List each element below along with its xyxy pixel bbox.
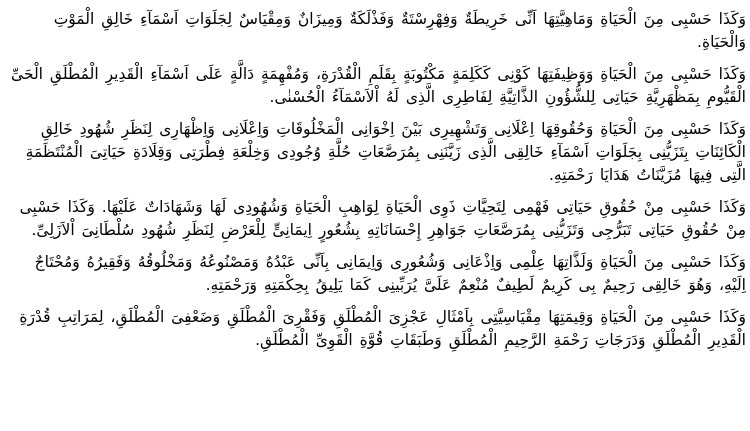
arabic-paragraph-5: وَكَذَا حَسْبِى مِنَ الْحَيَاةِ وَلَذَّاتِهَا عِلْمِى وَاِذْعَانِى وَشُعُورِى وَاِيمَانِى بِاَنِّى عَبْدُهُ وَمَصْنُوعُهُ وَمَخْلُوقُهُ وَفَقِيرُهُ وَمُحْتَاجٌ اِلَيْهِ، وَهُوَ خَالِقِى رَحِيمٌ بِى كَرِيمٌ لَطِيفٌ مُنْعِمٌ عَلَىَّ يُرَبِّينِى كَمَا يَلِيقُ بِحِكْمَتِهِ وَرَحْمَتِهِ. — [34, 253, 746, 294]
arabic-paragraph-1: وَكَذَا حَسْبِى مِنَ الْحَيَاةِ وَمَاهِيَّتِهَا اَنِّى خَرِيطَةٌ وَفِهْرِسْتَةٌ وَفَذْلَكَةٌ وَمِيزَانٌ وَمِقْيَاسٌ لِجَلَوَاتِ اَسْمَآءِ خَالِقِ الْمَوْتِ وَالْحَيَاةِ. — [53, 10, 746, 51]
arabic-paragraph-4: وَكَذَا حَسْبِى مِنْ حُقُوقِ حَيَاتِى فَهْمِى لِتَحِيَّاتِ ذَوِى الْحَيَاةِ لِوَاهِبِ الْحَيَاةِ وَشُهُودِى لَهَا وَشَهَادَاتٌ عَلَيْهَا. وَكَذَا حَسْبِى مِنْ حُقُوقِ حَيَاتِى تَبَرُّجِى وَتَزَيُّنِى بِمُرَصَّعَاتِ جَوَاهِرِ إِحْسَانَاتِهِ بِشُعُورٍ اِيمَانِىٍّ لِلْعَرْضِ لِنَظَرِ شُهُودِ سُلْطَانِىَ اْلاَزَلِىِّ. — [19, 198, 746, 239]
arabic-paragraph-2: وَكَذَا حَسْبِى مِنَ الْحَيَاةِ وَوَظِيفَتِهَا كَوْنِى كَكَلِمَةٍ مَكْتُوبَةٍ بِقَلَمِ الْقُدْرَةِ، وَمُفْهِمَةٍ دَالَّةٍ عَلَى اَسْمَآءِ الْقَدِيرِ الْمُطْلَقِ الْحَىِّ الْقَيُّومِ بِمَظْهَرِيَّةِ حَيَاتِى لِلشُّؤُونِ الذَّاتِيَّةِ لِفَاطِرِى الَّذِى لَهُ اْلاَسْمَآءُ الْحُسْنٰى. — [11, 65, 746, 106]
arabic-paragraph-6: وَكَذَا حَسْبِى مِنَ الْحَيَاةِ وَقِيمَتِهَا مِقْيَاسِيَّتِى بِاَمْثَالِ عَجْزِىَ الْمُطْلَقِ وَفَقْرِىَ الْمُطْلَقِ وَضَعْفِىَ الْمُطْلَقِ، لِمَرَاتِبِ قُدْرَةِ الْقَدِيرِ الْمُطْلَقِ وَدَرَجَاتِ رَحْمَةِ الرَّحِيمِ الْمُطْلَقِ وَطَبَقَاتِ قُوَّةِ الْقَوِىِّ الْمُطْلَقِ. — [19, 308, 746, 349]
arabic-paragraph-3: وَكَذَا حَسْبِى مِنَ الْحَيَاةِ وَحُقُوقِهَا اِعْلَانِى وَتَشْهِيرِى بَيْنَ اِخْوَانِى الْمَخْلُوقَاتِ وَاِعْلَانِى وَاِظْهَارِى لِنَظَرِ شُهُودِ خَالِقِ الْكَائِنَاتِ بِتَزَيُّنِى بِجَلَوَاتِ اَسْمَآءِ خَالِقِى الَّذِى زَيَّنَنِى بِمُرَصَّعَاتِ حُلَّةِ وُجُودِى وَخِلْعَةِ فِطْرَتِى وَقِلَادَةِ حَيَاتِىَ الْمُنْتَظَمَةِ الَّتِى فِيهَا مُزَيَّنَاتُ هَدَايَا رَحْمَتِهِ. — [25, 120, 746, 184]
